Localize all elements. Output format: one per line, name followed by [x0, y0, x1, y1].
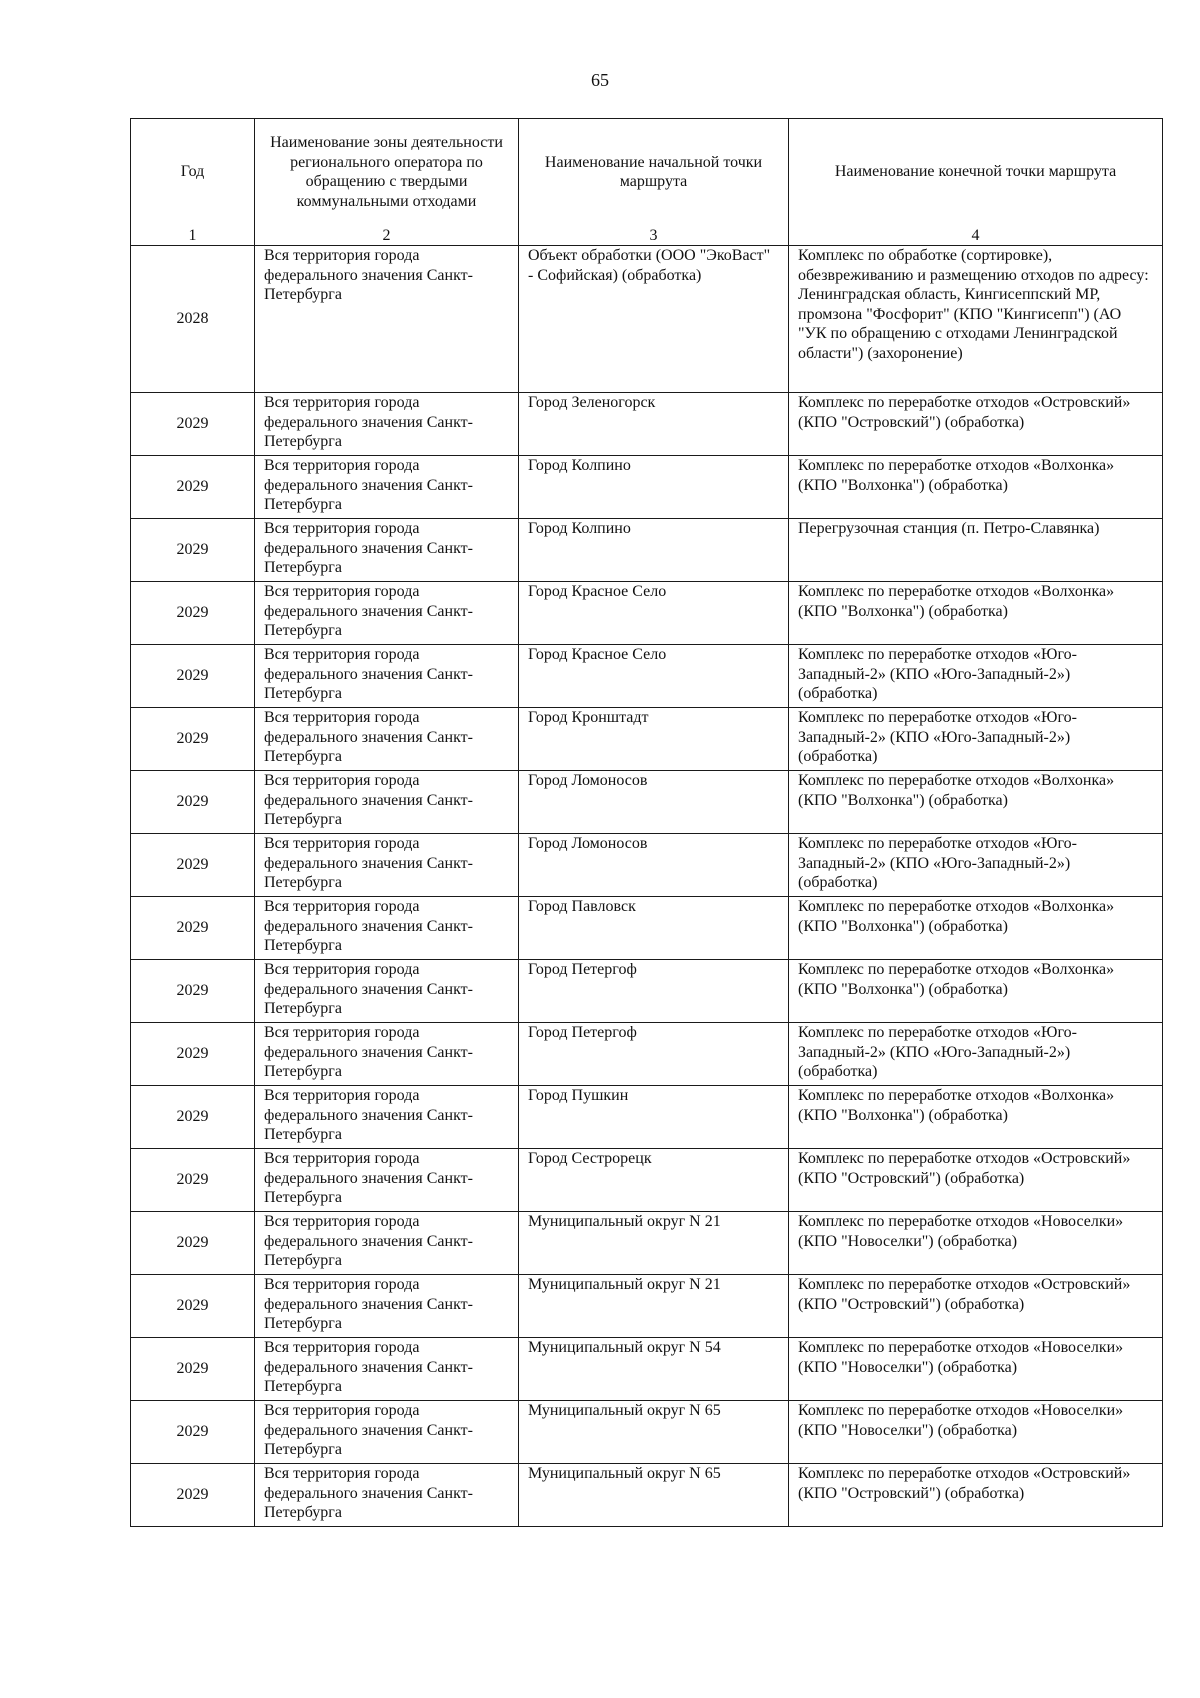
column-number: 1: [131, 225, 255, 246]
cell-start-point: Муниципальный округ N 21: [519, 1212, 789, 1275]
table-row: [131, 645, 1163, 708]
cell-end-point: Перегрузочная станция (п. Петро-Славянка): [789, 519, 1163, 582]
cell-year: 2029: [131, 1086, 255, 1149]
cell-year: 2029: [131, 1212, 255, 1275]
table-row: [131, 897, 1163, 960]
cell-end-point: Комплекс по переработке отходов «Юго-Западный-2» (КПО «Юго-Западный-2») (обработка): [789, 834, 1163, 897]
cell-start-point: Муниципальный округ N 65: [519, 1464, 789, 1527]
cell-start-point: Объект обработки (ООО "ЭкоВаст" - Софийская) (обработка): [519, 246, 789, 393]
cell-end-point: Комплекс по переработке отходов «Островский» (КПО "Островский") (обработка): [789, 1275, 1163, 1338]
cell-start-point: Муниципальный округ N 54: [519, 1338, 789, 1401]
cell-zone: Вся территория города федерального значения Санкт-Петербурга: [255, 582, 519, 645]
cell-end-point: Комплекс по переработке отходов «Новоселки» (КПО "Новоселки") (обработка): [789, 1338, 1163, 1401]
header-start-point: Наименование начальной точки маршрута: [519, 119, 789, 226]
cell-end-point: Комплекс по переработке отходов «Новоселки» (КПО "Новоселки") (обработка): [789, 1401, 1163, 1464]
header-end-point: Наименование конечной точки маршрута: [789, 119, 1163, 226]
cell-zone: Вся территория города федерального значения Санкт-Петербурга: [255, 1401, 519, 1464]
cell-year: 2029: [131, 456, 255, 519]
column-number: 4: [789, 225, 1163, 246]
cell-start-point: Город Колпино: [519, 456, 789, 519]
table-row: [131, 1401, 1163, 1464]
cell-year: 2028: [131, 246, 255, 393]
cell-end-point: Комплекс по переработке отходов «Юго-Западный-2» (КПО «Юго-Западный-2») (обработка): [789, 708, 1163, 771]
cell-zone: Вся территория города федерального значения Санкт-Петербурга: [255, 1338, 519, 1401]
cell-end-point: Комплекс по переработке отходов «Волхонка» (КПО "Волхонка") (обработка): [789, 456, 1163, 519]
cell-start-point: Город Сестрорецк: [519, 1149, 789, 1212]
table-row: [131, 519, 1163, 582]
cell-zone: Вся территория города федерального значения Санкт-Петербурга: [255, 246, 519, 393]
cell-start-point: Город Кронштадт: [519, 708, 789, 771]
cell-zone: Вся территория города федерального значения Санкт-Петербурга: [255, 708, 519, 771]
cell-end-point: Комплекс по обработке (сортировке), обезвреживанию и размещению отходов по адресу: Ленинградская область, Кингисеппский МР, промзона "Фосфорит" (КПО "Кингисепп") (АО "УК по обращению с отходами Ленинградской области") (захоронение): [789, 246, 1163, 393]
cell-start-point: Город Пушкин: [519, 1086, 789, 1149]
table-row: [131, 834, 1163, 897]
cell-zone: Вся территория города федерального значения Санкт-Петербурга: [255, 960, 519, 1023]
cell-end-point: Комплекс по переработке отходов «Волхонка» (КПО "Волхонка") (обработка): [789, 897, 1163, 960]
cell-year: 2029: [131, 582, 255, 645]
cell-end-point: Комплекс по переработке отходов «Островский» (КПО "Островский") (обработка): [789, 1149, 1163, 1212]
cell-start-point: Город Ломоносов: [519, 834, 789, 897]
cell-start-point: Город Петергоф: [519, 1023, 789, 1086]
table-row: [131, 1086, 1163, 1149]
table-row: [131, 393, 1163, 456]
cell-year: 2029: [131, 645, 255, 708]
table-row: [131, 582, 1163, 645]
table-row: [131, 1212, 1163, 1275]
routes-table-body: [131, 119, 1163, 1527]
table-row: [131, 1464, 1163, 1527]
cell-end-point: Комплекс по переработке отходов «Волхонка» (КПО "Волхонка") (обработка): [789, 582, 1163, 645]
cell-year: 2029: [131, 1464, 255, 1527]
table-row: [131, 246, 1163, 393]
cell-zone: Вся территория города федерального значения Санкт-Петербурга: [255, 771, 519, 834]
table-row: [131, 708, 1163, 771]
table-row: [131, 1338, 1163, 1401]
cell-end-point: Комплекс по переработке отходов «Юго-Западный-2» (КПО «Юго-Западный-2») (обработка): [789, 1023, 1163, 1086]
cell-start-point: Город Зеленогорск: [519, 393, 789, 456]
cell-year: 2029: [131, 1401, 255, 1464]
cell-start-point: Город Ломоносов: [519, 771, 789, 834]
cell-year: 2029: [131, 834, 255, 897]
cell-zone: Вся территория города федерального значения Санкт-Петербурга: [255, 1464, 519, 1527]
cell-end-point: Комплекс по переработке отходов «Юго-Западный-2» (КПО «Юго-Западный-2») (обработка): [789, 645, 1163, 708]
cell-end-point: Комплекс по переработке отходов «Волхонка» (КПО "Волхонка") (обработка): [789, 960, 1163, 1023]
cell-year: 2029: [131, 708, 255, 771]
cell-start-point: Муниципальный округ N 65: [519, 1401, 789, 1464]
cell-year: 2029: [131, 897, 255, 960]
routes-table: [130, 118, 1163, 1527]
cell-zone: Вся территория города федерального значения Санкт-Петербурга: [255, 519, 519, 582]
cell-end-point: Комплекс по переработке отходов «Волхонка» (КПО "Волхонка") (обработка): [789, 1086, 1163, 1149]
cell-zone: Вся территория города федерального значения Санкт-Петербурга: [255, 1149, 519, 1212]
cell-zone: Вся территория города федерального значения Санкт-Петербурга: [255, 1275, 519, 1338]
cell-year: 2029: [131, 1023, 255, 1086]
header-year: Год: [131, 119, 255, 226]
table-header-row: [131, 119, 1163, 226]
table-row: [131, 960, 1163, 1023]
cell-zone: Вся территория города федерального значения Санкт-Петербурга: [255, 1212, 519, 1275]
column-number-row: [131, 225, 1163, 246]
table-row: [131, 771, 1163, 834]
cell-year: 2029: [131, 519, 255, 582]
table-row: [131, 1149, 1163, 1212]
cell-end-point: Комплекс по переработке отходов «Волхонка» (КПО "Волхонка") (обработка): [789, 771, 1163, 834]
column-number: 3: [519, 225, 789, 246]
header-zone: Наименование зоны деятельности регионального оператора по обращению с твердыми коммунальными отходами: [255, 119, 519, 226]
table-row: [131, 456, 1163, 519]
cell-zone: Вся территория города федерального значения Санкт-Петербурга: [255, 393, 519, 456]
cell-zone: Вся территория города федерального значения Санкт-Петербурга: [255, 1086, 519, 1149]
cell-year: 2029: [131, 1275, 255, 1338]
cell-zone: Вся территория города федерального значения Санкт-Петербурга: [255, 834, 519, 897]
cell-start-point: Город Петергоф: [519, 960, 789, 1023]
cell-zone: Вся территория города федерального значения Санкт-Петербурга: [255, 456, 519, 519]
cell-year: 2029: [131, 960, 255, 1023]
cell-year: 2029: [131, 771, 255, 834]
table-row: [131, 1275, 1163, 1338]
cell-start-point: Город Красное Село: [519, 582, 789, 645]
cell-start-point: Город Красное Село: [519, 645, 789, 708]
cell-zone: Вся территория города федерального значения Санкт-Петербурга: [255, 897, 519, 960]
cell-start-point: Муниципальный округ N 21: [519, 1275, 789, 1338]
table-row: [131, 1023, 1163, 1086]
cell-end-point: Комплекс по переработке отходов «Островский» (КПО "Островский") (обработка): [789, 393, 1163, 456]
page-number: 65: [591, 70, 609, 90]
cell-end-point: Комплекс по переработке отходов «Новоселки» (КПО "Новоселки") (обработка): [789, 1212, 1163, 1275]
cell-start-point: Город Колпино: [519, 519, 789, 582]
cell-zone: Вся территория города федерального значения Санкт-Петербурга: [255, 1023, 519, 1086]
cell-year: 2029: [131, 393, 255, 456]
cell-start-point: Город Павловск: [519, 897, 789, 960]
cell-zone: Вся территория города федерального значения Санкт-Петербурга: [255, 645, 519, 708]
column-number: 2: [255, 225, 519, 246]
cell-end-point: Комплекс по переработке отходов «Островский» (КПО "Островский") (обработка): [789, 1464, 1163, 1527]
cell-year: 2029: [131, 1149, 255, 1212]
cell-year: 2029: [131, 1338, 255, 1401]
